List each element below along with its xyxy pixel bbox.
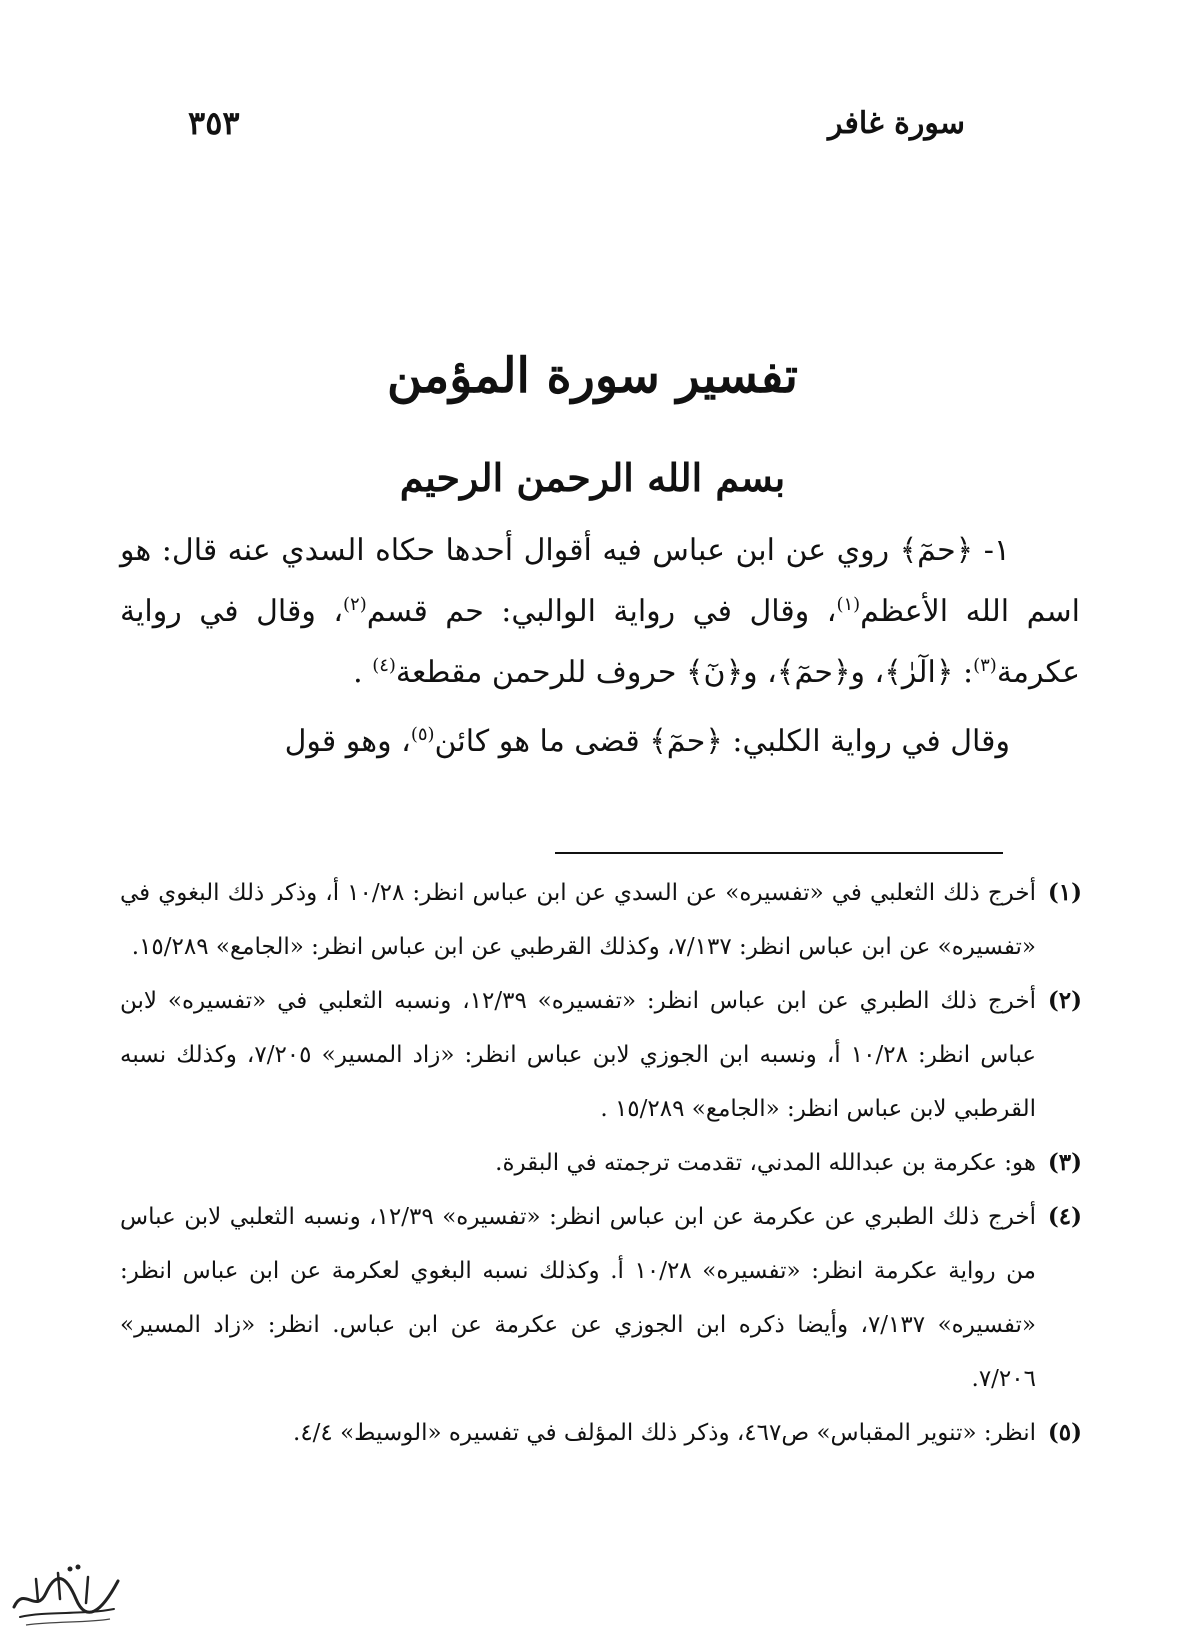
basmala: بسم الله الرحمن الرحيم [399, 455, 786, 500]
paragraph-2-text-a: وقال في رواية الكلبي: ﴿حمٓ﴾ قضى ما هو كائن [434, 724, 1010, 759]
footnote-text: هو: عكرمة بن عبدالله المدني، تقدمت ترجمته في البقرة. [495, 1150, 1036, 1176]
paragraph-1-text-a: ١- ﴿حمٓ﴾ روي عن ابن عباس فيه أقوال أحدها حكاه السدي عنه قال: هو اسم الله الأعظم [120, 533, 1081, 629]
paragraph-1 [120, 520, 1080, 703]
surah-name: سورة غافر [827, 105, 965, 141]
chapter-title: تفسير سورة المؤمن [387, 348, 798, 404]
paragraph-1-text-d: : ﴿الٓرٰ﴾، و﴿حمٓ﴾، و﴿نٓ﴾ حروف للرحمن مقطعة [395, 655, 974, 690]
paragraph-1-text-b: ، وقال في رواية الوالبي: حم قسم [366, 594, 837, 629]
running-head [188, 103, 965, 143]
footnote-text: أخرج ذلك الطبري عن ابن عباس انظر: «تفسيره» ١٢/٣٩، ونسبه الثعلبي في «تفسيره» لابن عباس انظر: ١٠/٢٨ أ، ونسبه ابن الجوزي لابن عباس انظر: «زاد المسير» ٧/٢٠٥، وكذلك نسبه القرطبي لابن عباس انظر: «الجامع» ١٥/٢٨٩ . [120, 988, 1037, 1122]
footnote-3 [120, 1136, 1082, 1190]
footnote-5 [120, 1406, 1082, 1460]
footnote-text: أخرج ذلك الطبري عن عكرمة عن ابن عباس انظر: «تفسيره» ١٢/٣٩، ونسبه الثعلبي لابن عباس من رواية عكرمة انظر: «تفسيره» ١٠/٢٨ أ. وكذلك نسبه البغوي لعكرمة عن ابن عباس انظر: «تفسيره» ٧/١٣٧، وأيضا ذكره ابن الجوزي عن عكرمة عن ابن عباس. انظر: «زاد المسير» ٧/٢٠٦. [120, 1204, 1036, 1392]
paragraph-2-text-b: ، وهو قول [284, 724, 411, 759]
footnote-ref-4[interactable]: (٤) [372, 655, 396, 676]
footnotes [120, 866, 1082, 1460]
footnote-mark: (١) [1047, 879, 1082, 906]
footnote-separator [555, 852, 1003, 854]
footnote-text: أخرج ذلك الثعلبي في «تفسيره» عن السدي عن ابن عباس انظر: ١٠/٢٨ أ، وذكر ذلك البغوي في «تفسيره» عن ابن عباس انظر: ٧/١٣٧، وكذلك القرطبي عن ابن عباس انظر: «الجامع» ١٥/٢٨٩. [120, 880, 1036, 960]
footnote-mark: (٢) [1047, 987, 1082, 1014]
footnote-1 [120, 866, 1082, 974]
footnote-mark: (٥) [1047, 1419, 1082, 1446]
paragraph-1-text-e: . [353, 655, 373, 690]
footnote-2 [120, 974, 1082, 1136]
footnote-mark: (٤) [1047, 1203, 1082, 1230]
paragraph-2 [120, 711, 1080, 772]
footnote-ref-5[interactable]: (٥) [410, 724, 435, 745]
footnote-ref-3[interactable]: (٣) [973, 655, 997, 676]
footnote-ref-2[interactable]: (٢) [343, 594, 367, 615]
footnote-text: انظر: «تنوير المقباس» ص٤٦٧، وذكر ذلك المؤلف في تفسيره «الوسيط» ٤/٤. [293, 1420, 1036, 1446]
footnote-ref-1[interactable]: (١) [836, 594, 861, 615]
footnote-4 [120, 1190, 1082, 1406]
library-stamp-logo [6, 1555, 126, 1633]
footnote-mark: (٣) [1047, 1149, 1082, 1176]
body-text [120, 520, 1080, 772]
page-number: ٣٥٣ [188, 104, 240, 142]
paragraph-1-text-c: ، وقال في رواية عكرمة [120, 594, 1080, 690]
